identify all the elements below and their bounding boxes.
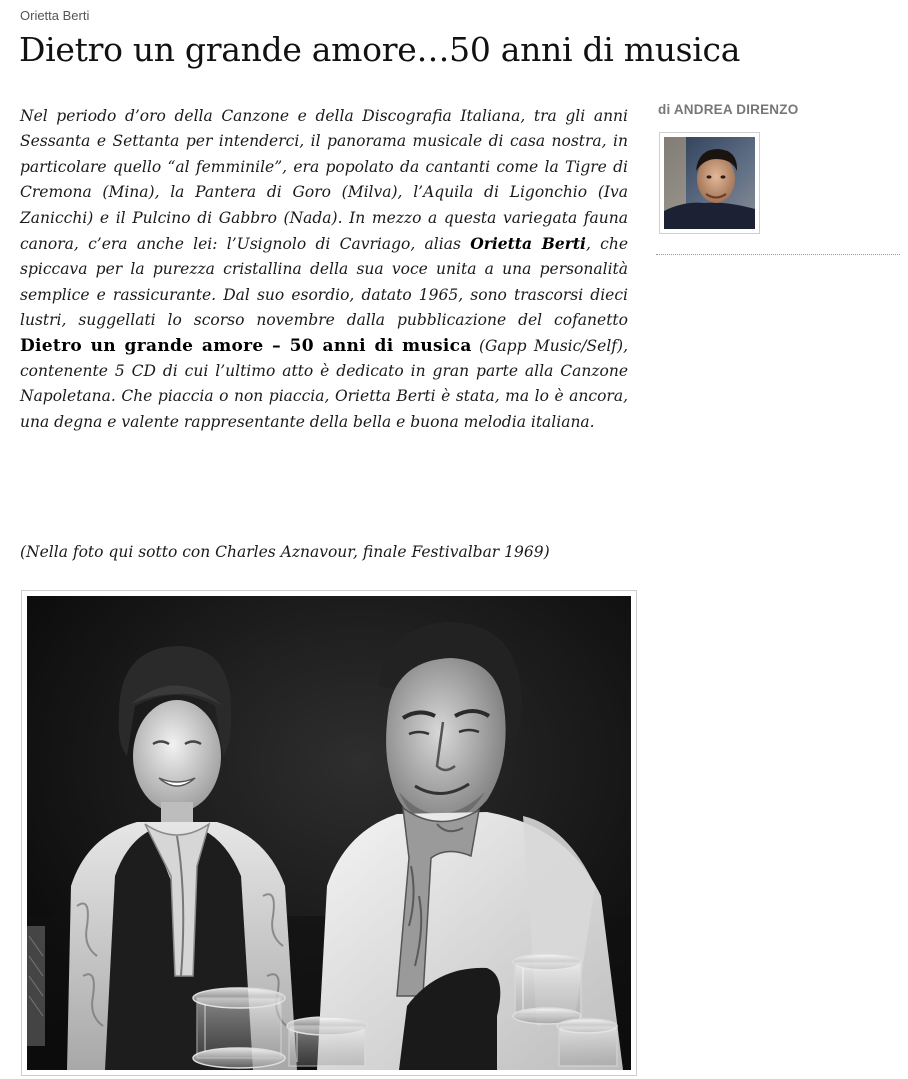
photo-caption: (Nella foto qui sotto con Charles Aznavour, finale Festivalbar 1969) <box>20 543 550 561</box>
author-byline[interactable]: di ANDREA DIRENZO <box>658 102 799 117</box>
author-photo-icon[interactable] <box>659 132 760 234</box>
article-body-part2: , che spiccava per la purezza cristallina della sua voce unita a una personalità semplice e rassicurante. Dal suo esordio, datato 1965, sono trascorsi dieci lustri, suggellati lo scorso novembre dalla pubblicazione del cofanetto <box>20 235 628 330</box>
artist-name-bold: Orietta Berti <box>470 234 586 254</box>
author-avatar-image <box>664 137 755 229</box>
article-body-part3: (Gapp Music/Self), contenente 5 CD di cui l’ultimo atto è dedicato in gran parte alla Canzone Napoletana. Che piaccia o non piaccia, Orietta Berti è stata, ma lo è ancora, una degna e valente rappresentante della bella e buona melodia italiana. <box>20 336 628 431</box>
article-kicker[interactable]: Orietta Berti <box>20 8 90 23</box>
sidebar-divider <box>656 254 900 255</box>
photo-orietta-aznavour-icon <box>27 596 631 1070</box>
article-body <box>20 104 628 435</box>
article-headline: Dietro un grande amore…50 anni di musica <box>19 30 741 69</box>
album-title-bold: Dietro un grande amore – 50 anni di musica <box>20 335 472 356</box>
main-photo-frame[interactable] <box>21 590 637 1076</box>
article-body-part1: Nel periodo d’oro della Canzone e della Discografia Italiana, tra gli anni Sessanta e Settanta per intenderci, il panorama musicale di casa nostra, in particolare quello “al femminile”, era popolato da cantanti come la Tigre di Cremona (Mina), la Pantera di Goro (Milva), l’Aquila di Ligonchio (Iva Zanicchi) e il Pulcino di Gabbro (Nada). In mezzo a questa variegata fauna canora, c’era anche lei: l’Usignolo di Cavriago, alias <box>20 107 628 254</box>
